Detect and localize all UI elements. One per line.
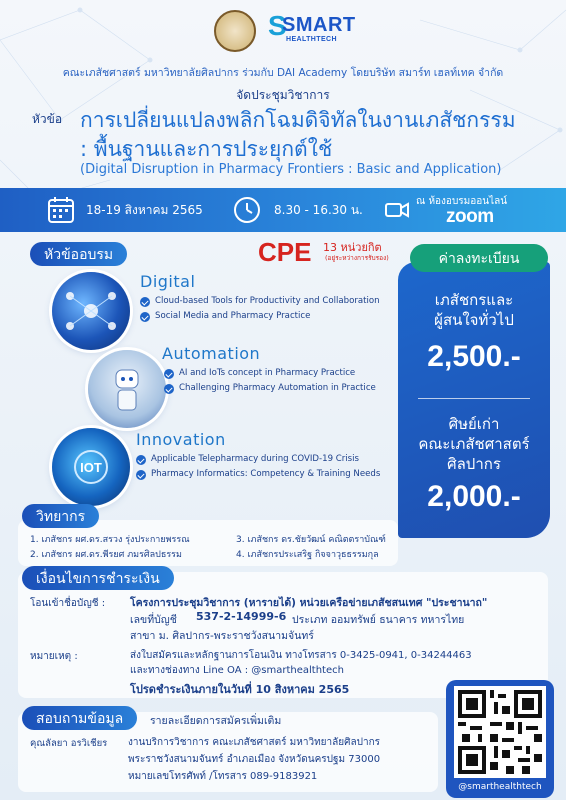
event-info-bar bbox=[0, 188, 566, 232]
fee-alumni-line2: คณะเภสัชศาสตร์ bbox=[418, 435, 530, 453]
check-icon bbox=[136, 455, 146, 465]
calendar-icon bbox=[46, 195, 76, 225]
contact-phone: หมายเลขโทรศัพท์ /โทรสาร 089-9183921 bbox=[128, 771, 318, 782]
event-date: 18-19 สิงหาคม 2565 bbox=[86, 203, 203, 217]
clock-icon bbox=[232, 195, 262, 225]
fee-divider bbox=[418, 398, 530, 399]
conference-type: จัดประชุมวิชาการ bbox=[236, 88, 330, 102]
account-type: ประเภท ออมทรัพย์ ธนาคาร ทหารไทย bbox=[292, 614, 465, 626]
fee-alumni-line1: ศิษย์เก่า bbox=[448, 415, 500, 433]
topic-digital-bullet-1: Cloud-based Tools for Productivity and Collaboration bbox=[155, 296, 380, 306]
fee-general-line1: เภสัชกรและ bbox=[434, 291, 514, 309]
payment-title: เงื่อนไขการชำระเงิน bbox=[22, 566, 174, 590]
topic-automation-bullet-2: Challenging Pharmacy Automation in Practice bbox=[179, 383, 376, 393]
speakers-title: วิทยากร bbox=[22, 504, 99, 528]
fee-alumni-price: 2,000.- bbox=[427, 480, 521, 513]
smart-s-mark: S bbox=[268, 10, 287, 41]
smart-healthtech-logo bbox=[268, 12, 358, 52]
contact-line2: พระราชวังสนามจันทร์ อำเภอเมือง จังหวัดนครปฐม 73000 bbox=[128, 754, 381, 765]
account-branch: สาขา ม. ศิลปากร-พระราชวังสนามจันทร์ bbox=[130, 630, 314, 642]
zoom-logo: zoom bbox=[446, 206, 494, 227]
automation-image bbox=[88, 350, 166, 428]
inquiry-title: สอบถามข้อมูล bbox=[22, 706, 137, 730]
qr-handle: @smarthealthtech bbox=[458, 782, 542, 792]
iot-icon bbox=[52, 428, 130, 506]
topic-automation-bullet-1: AI and IoTs concept in Pharmacy Practice bbox=[179, 368, 356, 378]
innovation-image bbox=[52, 428, 130, 506]
note-line2: และทางช่องทาง Line OA : @smarthealthtech bbox=[130, 665, 344, 676]
check-icon bbox=[136, 470, 146, 480]
registration-fee-title: ค่าลงทะเบียน bbox=[410, 244, 548, 272]
contact-name: คุณลัลยา อรวิเชียร bbox=[30, 738, 108, 749]
cpe-label: CPE bbox=[258, 237, 312, 267]
note-label: หมายเหตุ : bbox=[30, 651, 78, 662]
fee-alumni-line3: ศิลปากร bbox=[447, 455, 501, 473]
digital-network-icon bbox=[52, 272, 130, 350]
check-icon bbox=[140, 312, 150, 322]
topic-innovation-title: Innovation bbox=[136, 430, 226, 449]
check-icon bbox=[164, 384, 174, 394]
logo-bar bbox=[0, 8, 566, 56]
topic-title-th-line1: การเปลี่ยนแปลงพลิกโฉมดิจิทัลในงานเภสัชกรรม bbox=[80, 108, 516, 132]
qr-code[interactable] bbox=[454, 686, 546, 778]
topic-digital-bullet-2: Social Media and Pharmacy Practice bbox=[155, 311, 311, 321]
organizers-line: คณะเภสัชศาสตร์ มหาวิทยาลัยศิลปากร ร่วมกับ DAI Academy โดยบริษัท สมาร์ท เฮลท์เทค จำกัด bbox=[62, 67, 504, 79]
training-section-title: หัวข้ออบรม bbox=[30, 242, 127, 266]
cpe-units: 13 หน่วยกิต bbox=[323, 241, 382, 254]
inquiry-subtitle: รายละเอียดการสมัครเพิ่มเติม bbox=[150, 715, 282, 727]
check-icon bbox=[140, 297, 150, 307]
robot-icon bbox=[88, 350, 166, 428]
topic-innovation-bullet-1: Applicable Telepharmacy during COVID-19 Crisis bbox=[151, 454, 360, 464]
account-number: 537-2-14999-6 bbox=[196, 610, 287, 623]
account-name: โครงการประชุมวิชาการ (หารายได้) หน่วยเครือข่ายเภสัชสนเทศ "ประชานาถ" bbox=[130, 597, 488, 609]
venue-room: ณ ห้องอบรมออนไลน์ bbox=[416, 196, 508, 207]
note-line1: ส่งใบสมัครและหลักฐานการโอนเงิน ทางโทรสาร 0-3425-0941, 0-34244463 bbox=[130, 650, 472, 661]
fee-general-line2: ผู้สนใจทั่วไป bbox=[434, 311, 514, 329]
qr-code-pattern bbox=[454, 686, 546, 778]
cpe-note: (อยู่ระหว่างการรับรอง) bbox=[325, 254, 389, 262]
speaker-1: 1. เภสัชกร ผศ.ดร.สรวง รุ่งประกายพรรณ bbox=[30, 535, 190, 545]
topic-digital-title: Digital bbox=[140, 272, 196, 291]
payment-deadline: โปรดชำระเงินภายในวันที่ 10 สิงหาคม 2565 bbox=[130, 683, 350, 696]
svg-text:IOT: IOT bbox=[80, 460, 102, 475]
topic-automation-title: Automation bbox=[162, 344, 261, 363]
check-icon bbox=[164, 369, 174, 379]
speaker-4: 4. เภสัชกรประเสริฐ กิจจาวุธธรรมกุล bbox=[236, 550, 379, 560]
account-no-label: เลขที่บัญชี bbox=[130, 614, 177, 626]
speaker-3: 3. เภสัชกร ดร.ชัยวัฒน์ คณิตตราบัณฑ์ bbox=[236, 535, 386, 545]
university-seal-logo bbox=[214, 10, 256, 52]
fee-general-price: 2,500.- bbox=[427, 340, 521, 373]
topic-title-en: (Digital Disruption in Pharmacy Frontiers : Basic and Application) bbox=[80, 162, 502, 177]
topic-innovation-bullet-2: Pharmacy Informatics: Competency & Training Needs bbox=[151, 469, 381, 479]
speaker-2: 2. เภสัชกร ผศ.ดร.พีรยศ ภมรศิลปธรรม bbox=[30, 550, 182, 560]
topic-label: หัวข้อ bbox=[32, 112, 63, 126]
contact-line1: งานบริการวิชาการ คณะเภสัชศาสตร์ มหาวิทยาลัยศิลปากร bbox=[128, 737, 381, 748]
event-time: 8.30 - 16.30 น. bbox=[274, 203, 363, 217]
digital-image bbox=[52, 272, 130, 350]
healthtech-wordmark: HEALTHTECH bbox=[286, 36, 337, 43]
video-camera-icon bbox=[382, 195, 412, 225]
transfer-label: โอนเข้าชื่อบัญชี : bbox=[30, 598, 106, 609]
venue bbox=[416, 192, 556, 230]
smart-wordmark: SMART bbox=[282, 14, 356, 36]
topic-title-th-line2: : พื้นฐานและการประยุกต์ใช้ bbox=[80, 137, 333, 161]
